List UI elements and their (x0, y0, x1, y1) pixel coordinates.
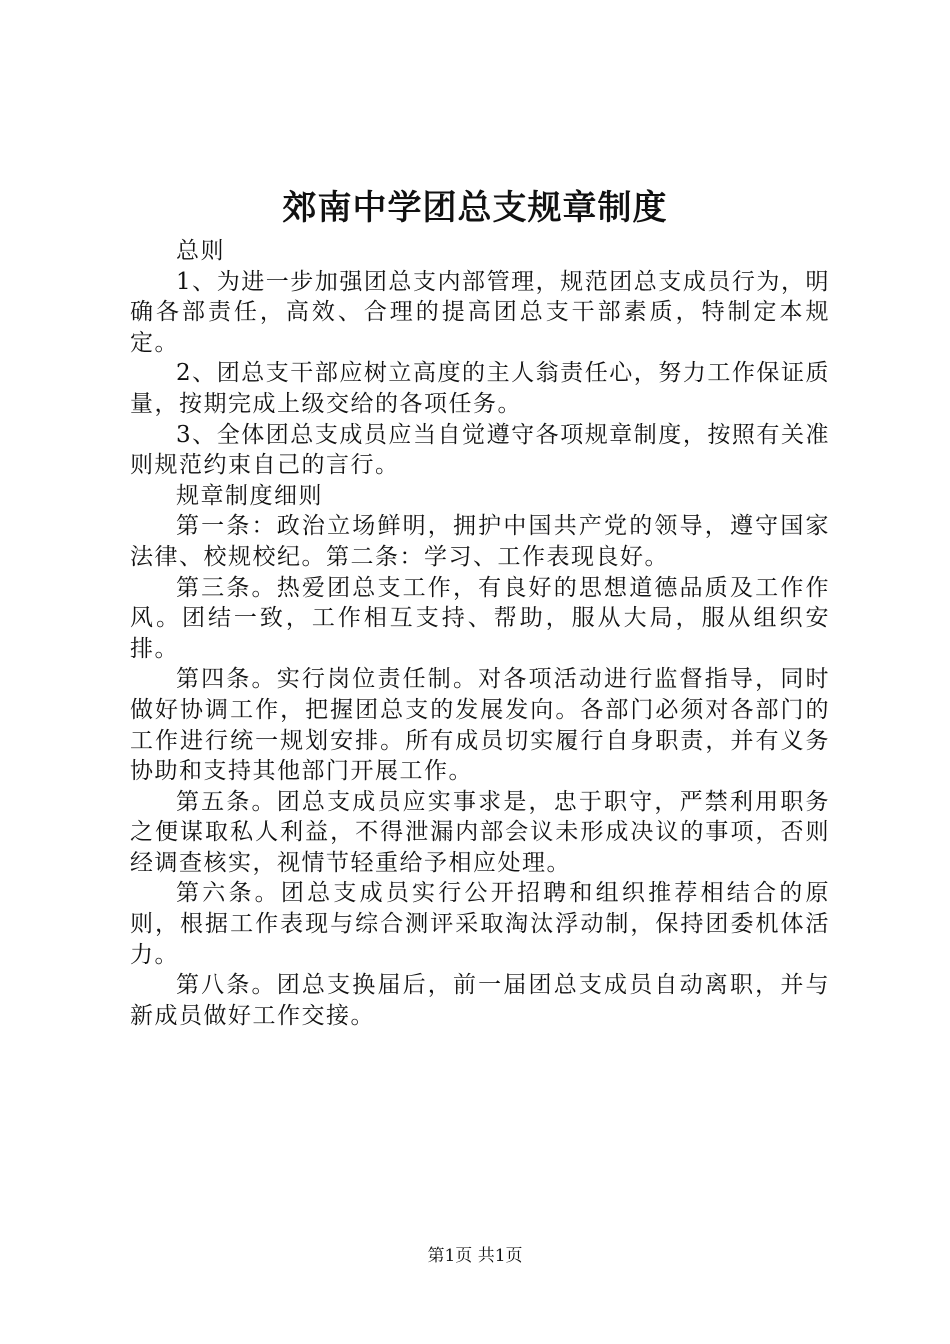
paragraph-2: 2、团总支干部应树立高度的主人翁责任心，努力工作保证质量，按期完成上级交给的各项任务。 (130, 360, 830, 417)
article-3: 第三条。热爱团总支工作，有良好的思想道德品质及工作作风。团结一致，工作相互支持、帮助，服从大局，服从组织安排。 (130, 574, 830, 662)
article-1-2: 第一条：政治立场鲜明，拥护中国共产党的领导，遵守国家法律、校规校纪。第二条：学习、工作表现良好。 (130, 513, 830, 570)
section-heading-general: 总则 (176, 238, 225, 264)
page-footer: 第1页 共1页 (427, 1246, 523, 1266)
article-4: 第四条。实行岗位责任制。对各项活动进行监督指导，同时做好协调工作，把握团总支的发展发向。各部门必须对各部门的工作进行统一规划安排。所有成员切实履行自身职责，并有义务协助和支持其他部门开展工作。 (130, 666, 830, 785)
article-6: 第六条。团总支成员实行公开招聘和组织推荐相结合的原则，根据工作表现与综合测评采取淘汰浮动制，保持团委机体活力。 (130, 880, 830, 968)
section-heading-rules: 规章制度细则 (176, 482, 323, 509)
paragraph-1: 1、为进一步加强团总支内部管理，规范团总支成员行为，明确各部责任，高效、合理的提高团总支干部素质，特制定本规定。 (130, 268, 830, 356)
article-5: 第五条。团总支成员应实事求是，忠于职守，严禁利用职务之便谋取私人利益，不得泄漏内部会议未形成决议的事项，否则经调查核实，视情节轻重给予相应处理。 (130, 788, 830, 876)
paragraph-3: 3、全体团总支成员应当自觉遵守各项规章制度，按照有关准则规范约束自己的言行。 (130, 421, 830, 479)
document-body (130, 236, 830, 1031)
page-title: 郊南中学团总支规章制度 (282, 188, 668, 228)
article-8: 第八条。团总支换届后，前一届团总支成员自动离职，并与新成员做好工作交接。 (130, 972, 830, 1029)
